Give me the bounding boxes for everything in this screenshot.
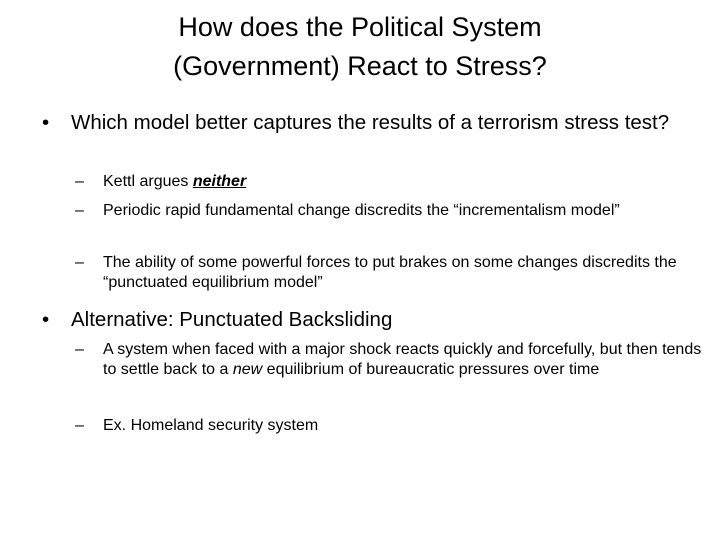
dash-marker: – — [75, 417, 84, 434]
bullet-item-1 — [42, 110, 691, 136]
sub-bullet-text: A system when faced with a major shock reacts quickly and forcefully, but then tends to settle back to a — [103, 341, 702, 378]
dash-marker: – — [75, 202, 84, 219]
emphasis-new: new — [232, 361, 263, 378]
title-line-2: (Government) React to Stress? — [173, 51, 547, 81]
dash-marker: – — [75, 341, 84, 358]
bullet-text: Alternative: Punctuated Backsliding — [71, 308, 393, 331]
sub-bullet-text: Kettl argues — [103, 173, 193, 190]
sub-bullet-2-1 — [75, 340, 703, 380]
slide-title — [60, 8, 660, 86]
sub-bullet-1-3 — [75, 253, 703, 293]
title-line-1: How does the Political System — [178, 12, 542, 42]
sub-bullet-2-2 — [75, 416, 703, 436]
sub-bullet-text: The ability of some powerful forces to put brakes on some changes discredits the “punctuated equilibrium model” — [103, 254, 677, 291]
bullet-item-2 — [42, 307, 691, 333]
sub-bullet-1-1 — [75, 172, 703, 192]
sub-bullet-text-end: equilibrium of bureaucratic pressures over time — [262, 361, 600, 378]
dash-marker: – — [75, 254, 84, 271]
dash-marker: – — [75, 173, 84, 190]
bullet-marker: • — [42, 111, 50, 134]
sub-bullet-text: Ex. Homeland security system — [103, 417, 319, 434]
sub-bullet-1-2 — [75, 201, 703, 221]
emphasis-neither: neither — [192, 173, 247, 190]
bullet-marker: • — [42, 308, 50, 331]
bullet-text: Which model better captures the results of a terrorism stress test? — [71, 111, 670, 134]
sub-bullet-text: Periodic rapid fundamental change discredits the “incrementalism model” — [103, 202, 620, 219]
